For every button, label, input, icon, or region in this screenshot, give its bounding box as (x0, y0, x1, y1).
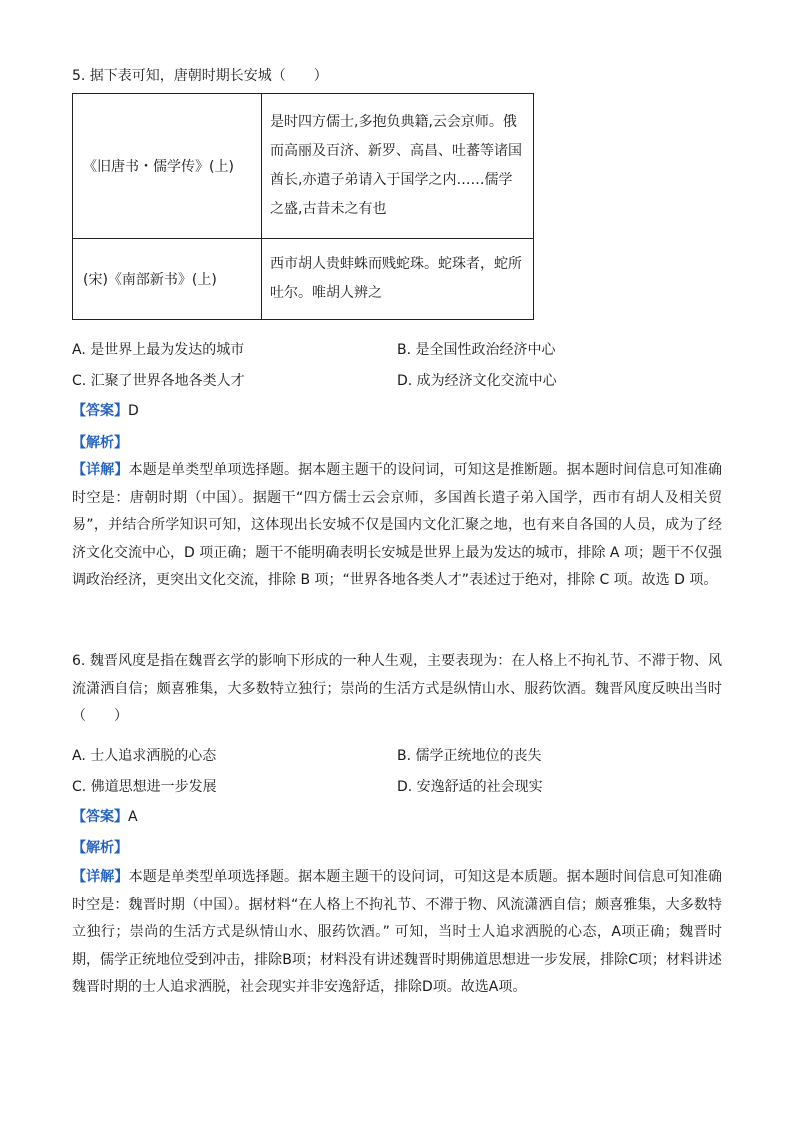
table-row (73, 239, 534, 320)
q6-option-a: A. 士人追求洒脱的心态 (72, 748, 217, 764)
q5-option-c: C. 汇聚了世界各地各类人才 (72, 373, 245, 389)
q6-option-c: C. 佛道思想进一步发展 (72, 779, 217, 795)
q5-detail-text: 本题是单类型单项选择题。据本题主题干的设问词，可知这是推断题。据本题时间信息可知准确时空是：唐朝时期（中国）。据题干“四方儒士云会京师，多国酋长遣子弟入国学，西市有胡人及相关贸易”，并结合所学知识可知，这体现出长安城不仅是国内文化汇聚之地，也有来自各国的人员，成为了经济文化交流中心，D 项正确；题干不能明确表明长安城是世界上最为发达的城市，排除 A 项；题干不仅强调政治经济，更突出文化交流，排除 B 项；“世界各地各类人才”表述过于绝对，排除 C 项。故选 D 项。 (72, 462, 723, 588)
q5-analysis-line: 【解析】 (72, 435, 128, 451)
q6-answer-line: 【答案】A (72, 809, 138, 825)
table-row (73, 94, 534, 239)
q6-stem: 6. 魏晋风度是指在魏晋玄学的影响下形成的一种人生观，主要表现为：在人格上不拘礼节、不滞于物、风流潇洒自信；颇喜雅集，大多数特立独行；崇尚的生活方式是纵情山水、服药饮酒。魏晋风度反映出当时（ ） (72, 653, 722, 724)
q6-option-b: B. 儒学正统地位的丧失 (397, 748, 542, 764)
answer-tag: 答案 (86, 809, 114, 825)
q6-detail-paragraph: 【详解】本题是单类型单项选择题。据本题主题干的设问词，可知这是本质题。据本题时间信息可知准确时空是：魏晋时期（中国）。据材料“在人格上不拘礼节、不滞于物、风流潇洒自信；颇喜雅集，大多数特立独行；崇尚的生活方式是纵情山水、服药饮酒。” 可知，当时士人追求洒脱的心态，A项正确；魏晋时期，儒学正统地位受到冲击，排除B项；材料没有讲述魏晋时期佛道思想进一步发展，排除C项；材料讲述魏晋时期的士人追求洒脱，社会现实并非安逸舒适，排除D项。故选A项。 (72, 869, 723, 995)
q5-source-table (72, 93, 534, 320)
q5-option-b: B. 是全国性政治经济中心 (397, 342, 556, 358)
detail-tag: 详解 (86, 462, 115, 478)
table-source-cell: (宋)《南部新书》(上) (73, 239, 262, 320)
analysis-tag: 解析 (86, 435, 114, 451)
q5-option-d: D. 成为经济文化交流中心 (397, 373, 557, 389)
q6-answer: A (128, 809, 138, 825)
analysis-tag: 解析 (86, 840, 114, 856)
q5-answer-line: 【答案】D (72, 403, 139, 419)
table-text-cell: 西市胡人贵蚌蛛而贱蛇珠。蛇珠者，蛇所吐尔。唯胡人辨之 (262, 239, 534, 320)
q6-option-d: D. 安逸舒适的社会现实 (397, 779, 543, 795)
detail-tag: 详解 (86, 869, 115, 885)
answer-tag: 答案 (86, 403, 114, 419)
q6-detail-text: 本题是单类型单项选择题。据本题主题干的设问词，可知这是本质题。据本题时间信息可知准确时空是：魏晋时期（中国）。据材料“在人格上不拘礼节、不滞于物、风流潇洒自信；颇喜雅集，大多数特立独行；崇尚的生活方式是纵情山水、服药饮酒。” 可知，当时士人追求洒脱的心态，A项正确；魏晋时期，儒学正统地位受到冲击，排除B项；材料没有讲述魏晋时期佛道思想进一步发展，排除C项；材料讲述魏晋时期的士人追求洒脱，社会现实并非安逸舒适，排除D项。故选A项。 (72, 869, 723, 995)
table-source-cell: 《旧唐书・儒学传》(上) (73, 94, 262, 239)
q5-stem: 5. 据下表可知，唐朝时期长安城（ ） (72, 68, 328, 84)
q5-detail-paragraph: 【详解】本题是单类型单项选择题。据本题主题干的设问词，可知这是推断题。据本题时间信息可知准确时空是：唐朝时期（中国）。据题干“四方儒士云会京师，多国酋长遣子弟入国学，西市有胡人及相关贸易”，并结合所学知识可知，这体现出长安城不仅是国内文化汇聚之地，也有来自各国的人员，成为了经济文化交流中心，D 项正确；题干不能明确表明长安城是世界上最为发达的城市，排除 A 项；题干不仅强调政治经济，更突出文化交流，排除 B 项；“世界各地各类人才”表述过于绝对，排除 C 项。故选 D 项。 (72, 462, 723, 588)
table-text-cell: 是时四方儒士,多抱负典籍,云会京师。俄而高丽及百济、新罗、高昌、吐蕃等诸国酋长,亦遣子弟请入于国学之内……儒学之盛,古昔未之有也 (262, 94, 534, 239)
q5-option-a: A. 是世界上最为发达的城市 (72, 342, 245, 358)
q5-answer: D (128, 403, 139, 419)
q6-analysis-line: 【解析】 (72, 840, 128, 856)
